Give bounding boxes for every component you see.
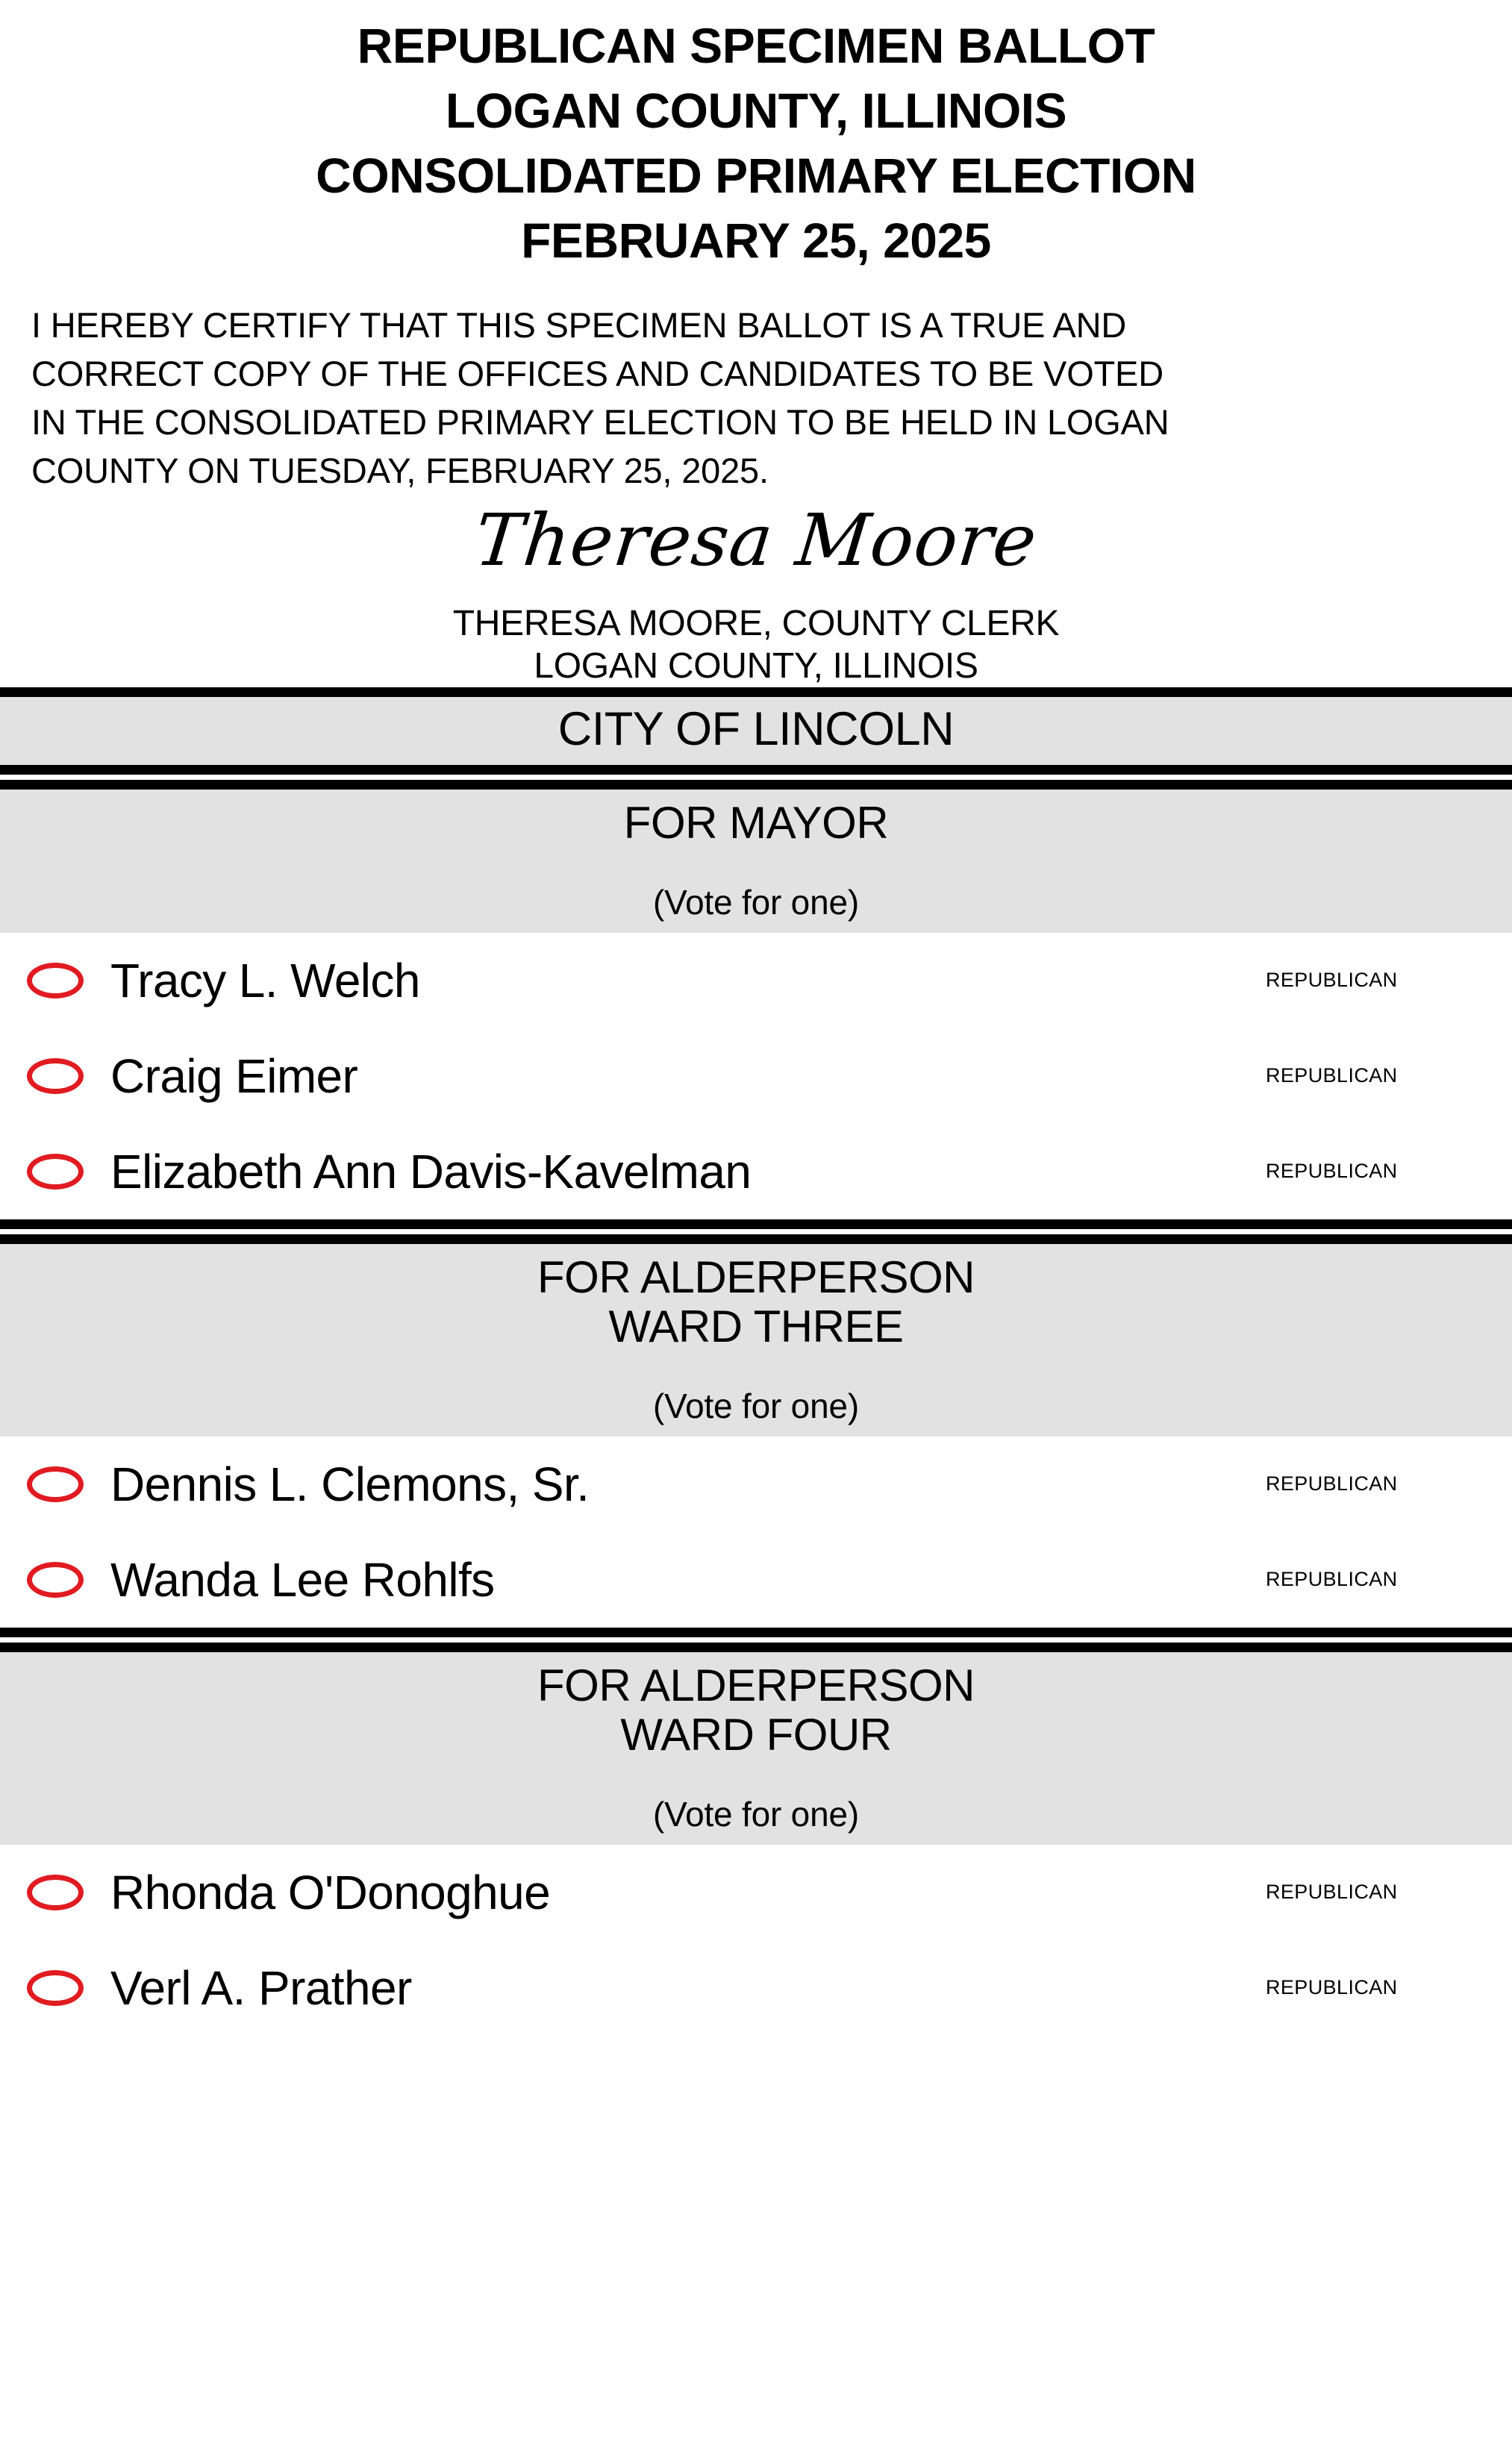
contest-instruction: (Vote for one) [653, 882, 859, 922]
candidate-party: REPUBLICAN [1266, 1976, 1398, 1999]
candidate-party: REPUBLICAN [1266, 1881, 1398, 1904]
contest-title [0, 794, 1512, 848]
contest-header-alderperson-ward-four [0, 1652, 1512, 1845]
ballot-title-line-4: FEBRUARY 25, 2025 [521, 213, 991, 269]
vote-oval-icon[interactable] [27, 1154, 84, 1190]
certification-line-4: COUNTY ON TUESDAY, FEBRUARY 25, 2025. [31, 451, 769, 491]
clerk-name: THERESA MOORE, COUNTY CLERK [452, 603, 1060, 643]
jurisdiction-label: CITY OF LINCOLN [557, 703, 955, 756]
candidate-name: Craig Eimer [110, 1048, 358, 1103]
candidate-row[interactable] [0, 1940, 1512, 2036]
candidate-row[interactable] [0, 1532, 1512, 1628]
candidate-party: REPUBLICAN [1266, 1568, 1398, 1591]
contest-instruction: (Vote for one) [653, 1386, 859, 1425]
ballot-title-line-2: LOGAN COUNTY, ILLINOIS [445, 83, 1067, 139]
vote-oval-icon[interactable] [27, 963, 84, 998]
candidate-party: REPUBLICAN [1266, 969, 1398, 992]
contest-title-line-2: WARD FOUR [620, 1709, 892, 1760]
ballot-title [12, 0, 1500, 273]
contest-title [0, 1248, 1512, 1351]
vote-oval-icon[interactable] [27, 1875, 84, 1910]
specimen-ballot [0, 0, 1512, 687]
ballot-title-line-1: REPUBLICAN SPECIMEN BALLOT [357, 18, 1155, 73]
contest-title-line-1: FOR ALDERPERSON [537, 1251, 975, 1302]
divider-gap [0, 775, 1512, 780]
certification-statement [12, 273, 1500, 495]
candidate-row[interactable] [0, 1845, 1512, 1940]
candidate-name: Tracy L. Welch [110, 953, 420, 1007]
contest-header-alderperson-ward-three [0, 1244, 1512, 1437]
contest-header-mayor [0, 790, 1512, 933]
vote-oval-icon[interactable] [27, 1562, 84, 1598]
jurisdiction-band [0, 697, 1512, 765]
candidate-party: REPUBLICAN [1266, 1160, 1398, 1183]
contest-instruction: (Vote for one) [653, 1794, 859, 1834]
divider-gap [0, 1637, 1512, 1643]
certification-line-3: IN THE CONSOLIDATED PRIMARY ELECTION TO BE HELD IN LOGAN [31, 402, 1169, 443]
divider-rule [0, 1219, 1512, 1229]
divider-rule [0, 765, 1512, 775]
vote-oval-icon[interactable] [27, 1466, 84, 1502]
candidate-row[interactable] [0, 933, 1512, 1028]
contest-title-line-1: FOR ALDERPERSON [537, 1660, 975, 1710]
clerk-signature-text: Theresa Moore [471, 498, 1041, 582]
certification-line-1: I HEREBY CERTIFY THAT THIS SPECIMEN BALLOT IS A TRUE AND [31, 305, 1127, 346]
candidate-name: Elizabeth Ann Davis-Kavelman [110, 1144, 752, 1198]
divider-gap [0, 1229, 1512, 1234]
divider-rule [0, 687, 1512, 697]
divider-rule [0, 1643, 1512, 1652]
certification-line-2: CORRECT COPY OF THE OFFICES AND CANDIDATES TO BE VOTED [31, 354, 1163, 394]
candidate-row[interactable] [0, 1124, 1512, 1219]
candidate-name: Dennis L. Clemons, Sr. [110, 1457, 590, 1511]
contest-title-line-2: WARD THREE [608, 1301, 904, 1351]
contest-title [0, 1657, 1512, 1760]
candidate-name: Rhonda O'Donoghue [110, 1865, 551, 1919]
divider-rule [0, 780, 1512, 790]
vote-oval-icon[interactable] [27, 1970, 84, 2006]
contest-title-line-1: FOR MAYOR [623, 797, 889, 848]
candidate-party: REPUBLICAN [1266, 1472, 1398, 1496]
candidate-name: Verl A. Prather [110, 1960, 412, 2015]
clerk-signature [12, 491, 1500, 603]
divider-rule [0, 1234, 1512, 1244]
ballot-title-line-3: CONSOLIDATED PRIMARY ELECTION [316, 148, 1196, 204]
candidate-row[interactable] [0, 1028, 1512, 1124]
vote-oval-icon[interactable] [27, 1058, 84, 1094]
candidate-name: Wanda Lee Rohlfs [110, 1552, 495, 1607]
candidate-row[interactable] [0, 1437, 1512, 1532]
candidate-party: REPUBLICAN [1266, 1064, 1398, 1087]
divider-rule [0, 1628, 1512, 1637]
clerk-county: LOGAN COUNTY, ILLINOIS [534, 646, 978, 686]
